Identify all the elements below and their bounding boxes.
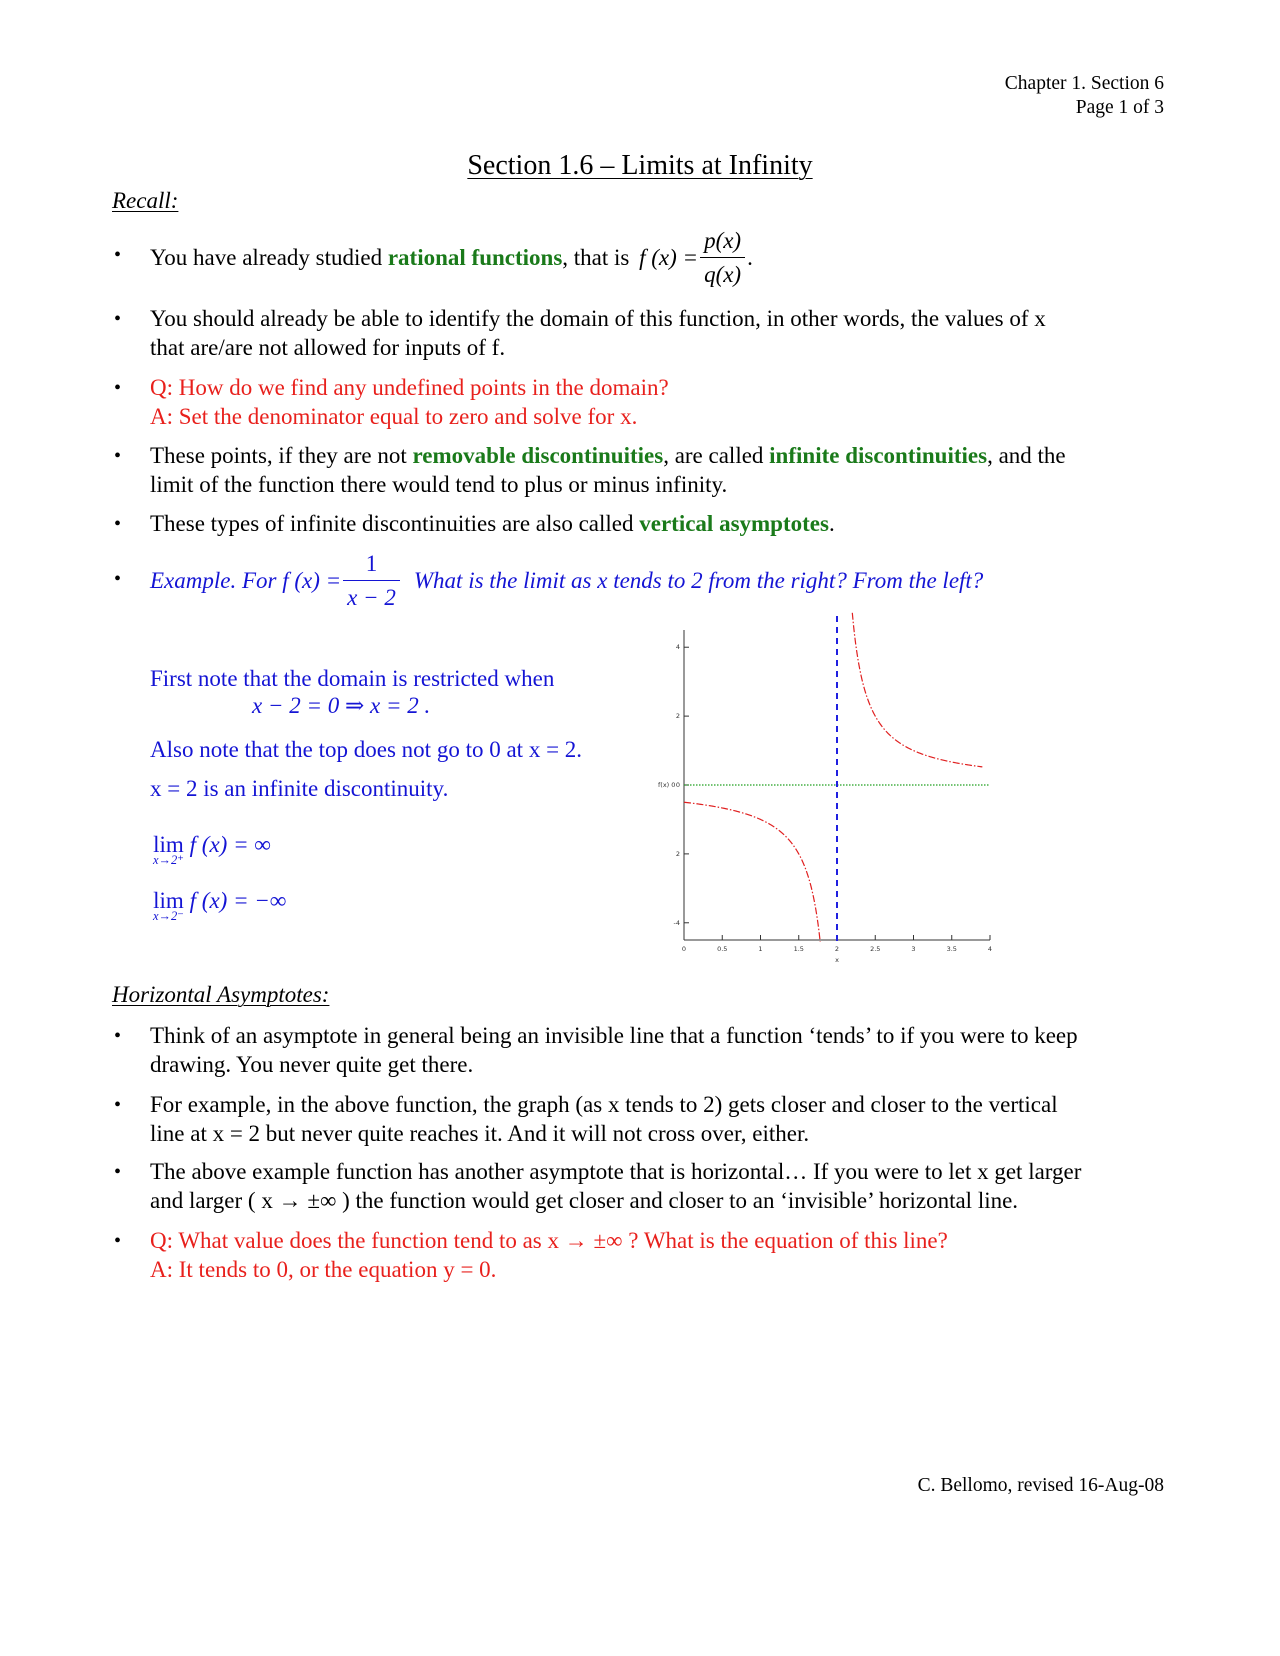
page-title: Section 1.6 – Limits at Infinity <box>467 150 813 181</box>
text-segment: You have already studied <box>150 245 388 270</box>
numerator: p(x) <box>700 226 745 258</box>
bullet-horizontal-example <box>150 1157 1170 1215</box>
lim-word: lim <box>153 888 184 913</box>
discontinuity-note: x = 2 is an infinite discontinuity. <box>150 776 449 801</box>
example-question: What is the limit as x tends to 2 from the right? From the left? <box>413 568 984 593</box>
y-axis-title: f(x) 0 <box>658 781 676 789</box>
bullet-marker: • <box>114 244 122 266</box>
text-segment: , that is <box>562 245 630 270</box>
page-number: Page 1 of 3 <box>1075 97 1164 118</box>
domain-equation: x − 2 = 0 ⇒ x = 2 . <box>252 693 431 718</box>
bullet-marker: • <box>114 1094 122 1116</box>
x-tick-label: 3.5 <box>946 945 957 953</box>
denominator: q(x) <box>704 262 742 287</box>
footer-credit: C. Bellomo, revised 16-Aug-08 <box>917 1475 1164 1496</box>
x-tick-label: 0 <box>681 945 687 953</box>
y-tick-label: -4 <box>673 918 680 927</box>
bullet-horizontal-qa <box>150 1226 1170 1284</box>
y-tick-label: 2 <box>675 712 680 721</box>
text-segment: . <box>828 511 835 536</box>
numerator: 1 <box>343 549 400 581</box>
x-tick-label: 0.5 <box>717 945 728 953</box>
answer-text: A: It tends to 0, or the equation y = 0. <box>150 1257 497 1282</box>
horizontal-asymptotes-heading: Horizontal Asymptotes: <box>112 982 330 1007</box>
text-line: The above example function has another asymptote that is horizontal… If you were to let x get larger <box>150 1159 1082 1184</box>
term-removable-discontinuities: removable discontinuities <box>412 443 664 468</box>
domain-note: First note that the domain is restricted when <box>150 666 555 691</box>
lim-expression: f (x) = ∞ <box>189 832 271 857</box>
term-vertical-asymptotes: vertical asymptotes <box>639 511 829 536</box>
text-segment: , and the <box>987 443 1066 468</box>
limit-from-left <box>153 888 286 923</box>
chapter-section-label: Chapter 1. Section 6 <box>1004 73 1164 94</box>
bullet-undefined-points-qa <box>150 373 1170 431</box>
lim-subscript: x→2⁻ <box>153 909 184 923</box>
bullet-marker: • <box>114 513 122 535</box>
numerator-note: Also note that the top does not go to 0 at x = 2. <box>150 737 583 762</box>
text-line: Think of an asymptote in general being an invisible line that a function ‘tends’ to if you were to keep <box>150 1023 1078 1048</box>
bullet-marker: • <box>114 308 122 330</box>
bullet-marker: • <box>114 445 122 467</box>
bullet-marker: • <box>114 1161 122 1183</box>
text-segment: These types of infinite discontinuities are also called <box>150 511 640 536</box>
bullet-rational-functions <box>150 226 1170 289</box>
x-axis-title: x <box>835 956 839 964</box>
limit-from-right <box>153 832 271 867</box>
curve-right-branch <box>852 613 982 767</box>
example-intro: Example. For f (x) = <box>150 568 342 593</box>
answer-text: A: Set the denominator equal to zero and solve for x. <box>150 404 638 429</box>
text-segment: , are called <box>663 443 770 468</box>
graph-tick-labels <box>658 643 992 964</box>
lim-expression: f (x) = −∞ <box>189 888 287 913</box>
text-line: and larger ( x → ±∞ ) the function would get closer and closer to an ‘invisible’ horizontal line. <box>150 1188 1019 1213</box>
bullet-infinite-discontinuities <box>150 441 1170 499</box>
bullet-example <box>150 549 1170 612</box>
bullet-marker: • <box>114 377 122 399</box>
lim-word: lim <box>153 832 184 857</box>
bullet-marker: • <box>114 1230 122 1252</box>
x-tick-label: 1.5 <box>793 945 804 953</box>
y-tick-label: 2 <box>675 849 680 858</box>
x-tick-label: 2 <box>834 945 840 953</box>
term-rational-functions: rational functions <box>387 245 563 270</box>
y-tick-label: 4 <box>675 643 680 652</box>
term-infinite-discontinuities: infinite discontinuities <box>769 443 988 468</box>
question-text: Q: How do we find any undefined points in the domain? <box>150 375 669 400</box>
graph-asymptotes <box>684 616 990 944</box>
period: . <box>747 245 753 270</box>
formula-fx: f (x) = <box>639 245 699 270</box>
text-line: limit of the function there would tend to plus or minus infinity. <box>150 472 728 497</box>
recall-heading: Recall: <box>112 188 179 213</box>
fraction-one-over-x-minus-2 <box>343 549 400 612</box>
bullet-vertical-example <box>150 1090 1170 1148</box>
x-tick-label: 1 <box>758 945 763 953</box>
x-tick-label: 4 <box>987 945 993 953</box>
text-line: that are/are not allowed for inputs of f. <box>150 335 506 360</box>
text-line: line at x = 2 but never quite reaches it. And it will not cross over, either. <box>150 1121 810 1146</box>
text-line: drawing. You never quite get there. <box>150 1052 474 1077</box>
curve-left-branch <box>684 802 820 941</box>
lim-subscript: x→2⁺ <box>153 853 184 867</box>
y-tick-label: 0 <box>675 781 680 789</box>
bullet-vertical-asymptotes <box>150 509 1170 538</box>
graph-curves <box>684 613 982 942</box>
question-text: Q: What value does the function tend to as x → ±∞ ? What is the equation of this line? <box>150 1228 948 1253</box>
bullet-domain <box>150 304 1170 362</box>
fraction-p-over-q <box>700 226 745 289</box>
text-segment: These points, if they are not <box>150 443 413 468</box>
x-tick-label: 3 <box>911 945 916 953</box>
text-line: You should already be able to identify the domain of this function, in other words, the values of x <box>150 306 1046 331</box>
bullet-marker: • <box>114 1025 122 1047</box>
bullet-marker: • <box>114 568 122 590</box>
graph-reciprocal-function <box>658 630 1050 980</box>
bullet-asymptote-definition <box>150 1021 1170 1079</box>
denominator: x − 2 <box>347 585 396 610</box>
text-line: For example, in the above function, the graph (as x tends to 2) gets closer and closer to the vertical <box>150 1092 1058 1117</box>
x-tick-label: 2.5 <box>870 945 881 953</box>
